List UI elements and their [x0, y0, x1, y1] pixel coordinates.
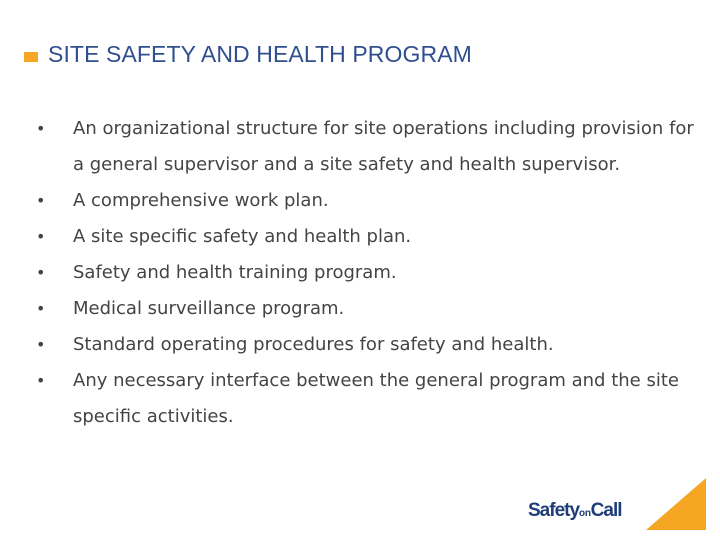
bullet-text: An organizational structure for site operations including provision for a general supervisor and a site safety and health supervisor.	[73, 118, 694, 175]
bullet-text: Medical surveillance program.	[73, 298, 345, 319]
bullet-icon: •	[36, 191, 46, 210]
slide-title: SITE SAFETY AND HEALTH PROGRAM	[48, 41, 472, 67]
bullet-icon: •	[36, 227, 46, 246]
bullet-text: Any necessary interface between the general program and the site specific activities.	[73, 370, 679, 427]
bullet-list	[36, 111, 696, 435]
bullet-item	[36, 327, 696, 363]
bullet-icon: •	[36, 299, 46, 318]
bullet-item	[36, 363, 696, 435]
bullet-item	[36, 291, 696, 327]
logo-text-safety: Safety	[528, 500, 580, 521]
corner-triangle-decoration	[646, 478, 706, 530]
safety-on-call-logo	[528, 500, 622, 522]
bullet-icon: •	[36, 335, 46, 354]
bullet-icon: •	[36, 371, 46, 390]
bullet-icon: •	[36, 263, 46, 282]
bullet-item	[36, 111, 696, 183]
title-marker-square	[24, 52, 38, 62]
bullet-icon: •	[36, 119, 46, 138]
bullet-text: Standard operating procedures for safety and health.	[73, 334, 554, 355]
bullet-item	[36, 183, 696, 219]
bullet-text: Safety and health training program.	[73, 262, 397, 283]
logo-text-on: on	[579, 508, 591, 519]
bullet-text: A site specific safety and health plan.	[73, 226, 412, 247]
bullet-item	[36, 219, 696, 255]
logo-text-call: Call	[590, 500, 622, 521]
bullet-item	[36, 255, 696, 291]
bullet-text: A comprehensive work plan.	[73, 190, 329, 211]
